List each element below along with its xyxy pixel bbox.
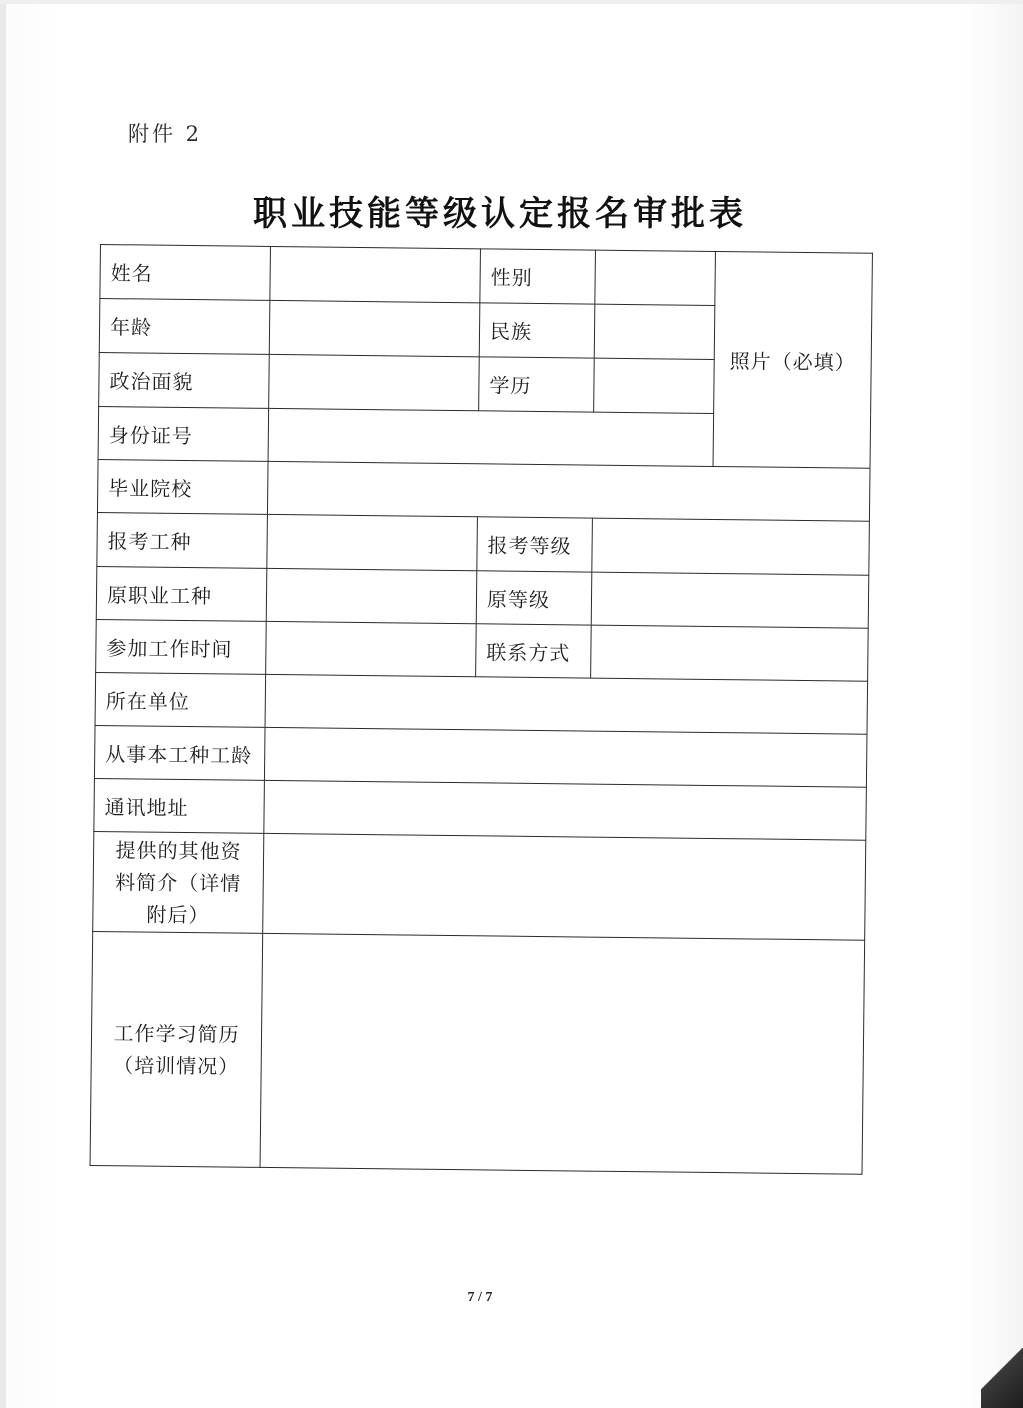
exam-job-field[interactable] bbox=[267, 514, 478, 570]
address-field[interactable] bbox=[264, 780, 867, 840]
education-field[interactable] bbox=[594, 358, 715, 413]
ethnicity-field[interactable] bbox=[594, 304, 715, 359]
political-status-label: 政治面貌 bbox=[99, 352, 270, 408]
work-start-field[interactable] bbox=[266, 621, 477, 676]
materials-field[interactable] bbox=[263, 833, 866, 940]
resume-field[interactable] bbox=[260, 933, 865, 1174]
id-number-label: 身份证号 bbox=[98, 406, 269, 461]
address-label: 通讯地址 bbox=[94, 778, 265, 833]
registration-form-table bbox=[90, 244, 872, 1175]
materials-label-line-2: 料简介（详情 bbox=[115, 869, 242, 896]
ethnicity-label: 民族 bbox=[479, 303, 595, 358]
original-job-field[interactable] bbox=[266, 568, 477, 623]
employer-field[interactable] bbox=[265, 674, 868, 734]
age-label: 年龄 bbox=[99, 299, 270, 355]
original-level-field[interactable] bbox=[591, 572, 869, 628]
seniority-label: 从事本工种工龄 bbox=[94, 725, 265, 780]
work-start-label: 参加工作时间 bbox=[96, 619, 267, 674]
attachment-label: 附件 2 bbox=[128, 122, 203, 146]
seniority-field[interactable] bbox=[264, 727, 867, 787]
age-field[interactable] bbox=[269, 300, 480, 356]
id-number-field[interactable] bbox=[268, 408, 714, 466]
resume-label-line-2: （培训情况） bbox=[113, 1052, 240, 1079]
original-level-label: 原等级 bbox=[476, 571, 592, 625]
materials-label bbox=[93, 831, 264, 933]
school-label: 毕业院校 bbox=[97, 459, 268, 514]
contact-field[interactable] bbox=[591, 625, 869, 681]
gender-field[interactable] bbox=[595, 250, 716, 305]
photo-box[interactable]: 照片（必填） bbox=[713, 251, 872, 468]
name-label: 姓名 bbox=[100, 245, 271, 301]
resume-label-line-1: 工作学习简历 bbox=[113, 1020, 240, 1047]
materials-label-line-3: 附后） bbox=[146, 902, 210, 927]
contact-label: 联系方式 bbox=[476, 624, 592, 678]
school-field[interactable] bbox=[267, 461, 870, 521]
scan-edge-top bbox=[0, 0, 1023, 4]
materials-label-line-1: 提供的其他资 bbox=[115, 837, 242, 864]
form-title: 职业技能等级认定报名审批表 bbox=[253, 194, 747, 234]
original-job-label: 原职业工种 bbox=[96, 566, 267, 621]
employer-label: 所在单位 bbox=[95, 672, 266, 727]
gender-label: 性别 bbox=[480, 249, 596, 304]
political-status-field[interactable] bbox=[269, 354, 480, 410]
resume-label bbox=[90, 931, 263, 1167]
exam-level-field[interactable] bbox=[592, 518, 870, 575]
name-field[interactable] bbox=[270, 246, 481, 302]
scan-corner-shadow bbox=[981, 1348, 1023, 1408]
exam-level-label: 报考等级 bbox=[477, 517, 593, 572]
exam-job-label: 报考工种 bbox=[97, 512, 268, 568]
education-label: 学历 bbox=[479, 357, 595, 412]
page-number: 7 / 7 bbox=[467, 1290, 493, 1305]
